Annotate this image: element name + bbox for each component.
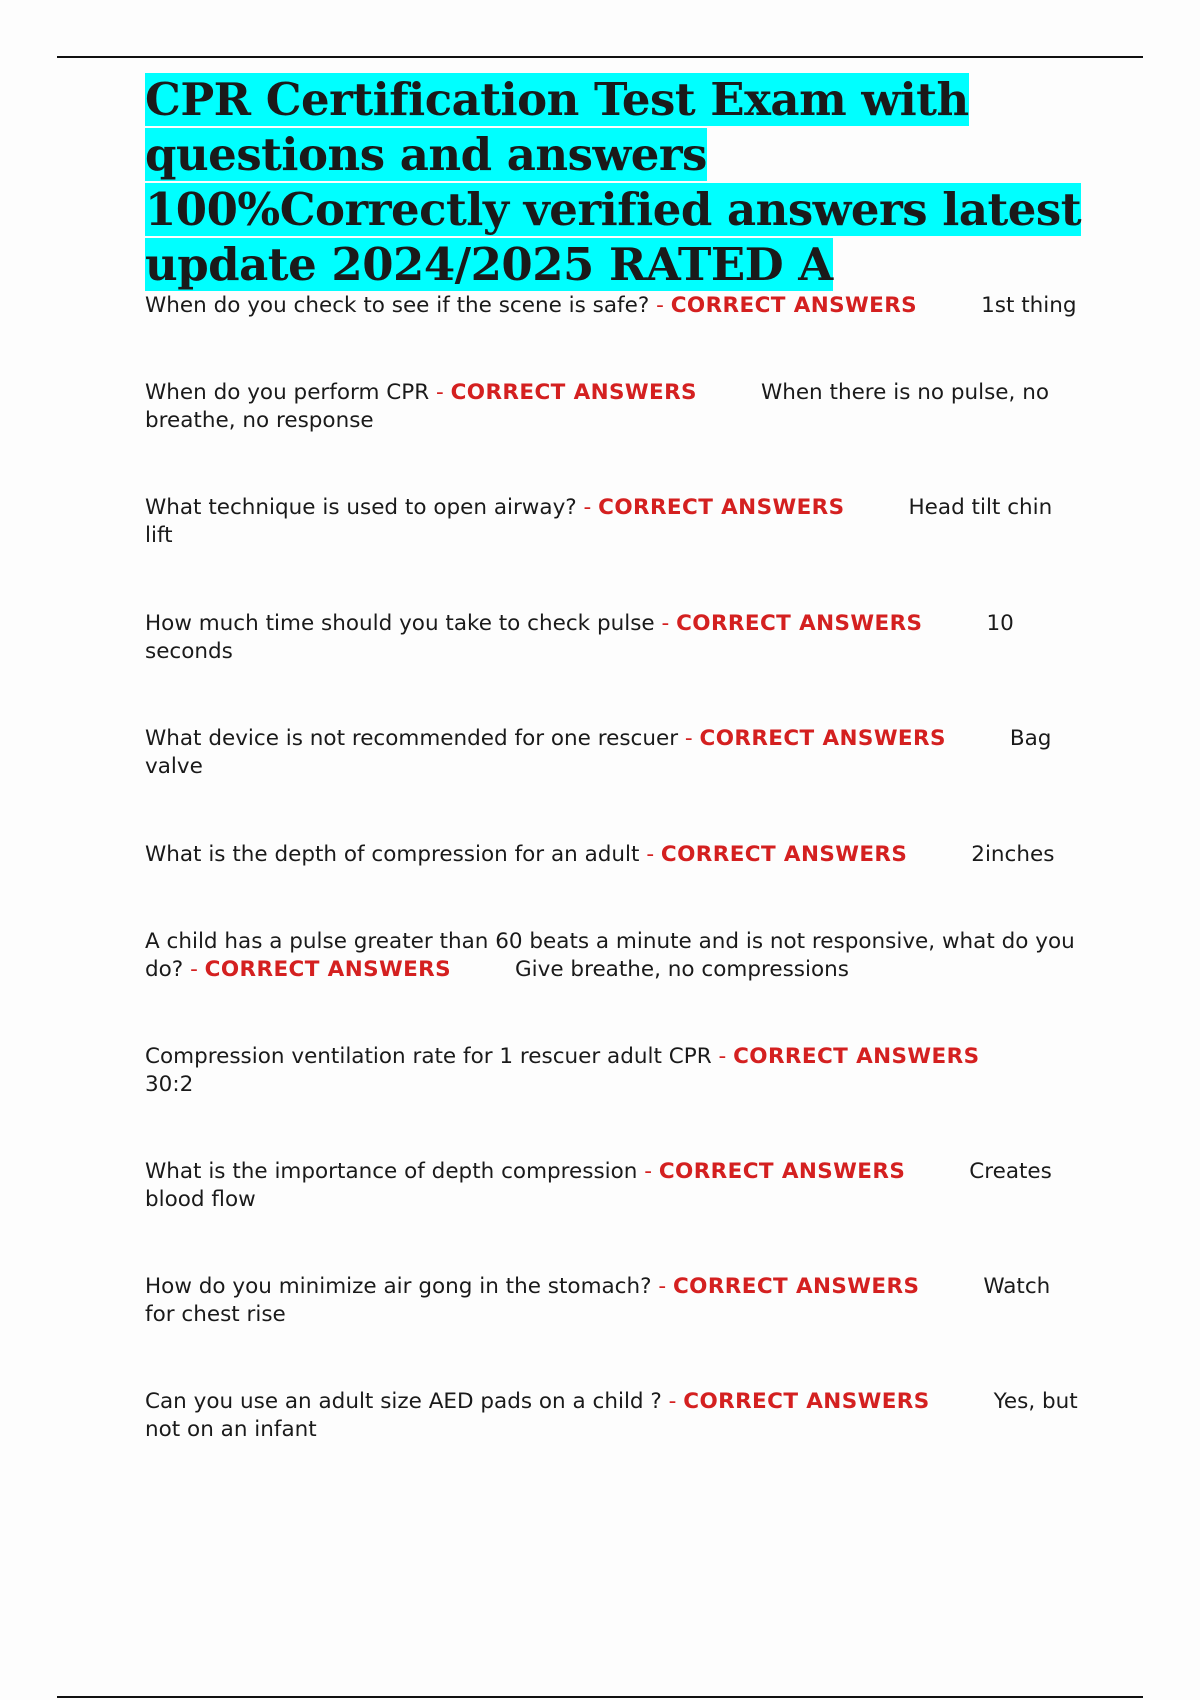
correct-answers-label: CORRECT ANSWERS: [598, 495, 845, 520]
question: A child has a pulse greater than 60 beats a minute and is not responsive, what do you do?: [145, 929, 1075, 982]
question: What technique is used to open airway?: [145, 495, 577, 520]
question: What is the importance of depth compression: [145, 1159, 638, 1184]
document-title: CPR Certification Test Exam with questions and answers 100%Correctly verified answers latest update 2024/2025 RATED A: [145, 73, 1082, 291]
separator: -: [644, 1159, 653, 1184]
separator: -: [658, 1274, 667, 1299]
answer: When there is no pulse, no breathe, no response: [145, 380, 1049, 433]
bottom-rule: [57, 1696, 1143, 1698]
question: Can you use an adult size AED pads on a child ?: [145, 1389, 662, 1414]
qa-item-9: [145, 1158, 1085, 1214]
qa-item-11: [145, 1388, 1085, 1444]
answer: Head tilt chin lift: [145, 495, 1053, 548]
question: Compression ventilation rate for 1 rescuer adult CPR: [145, 1044, 712, 1069]
correct-answers-label: CORRECT ANSWERS: [660, 842, 908, 867]
question: What is the depth of compression for an adult: [145, 842, 640, 867]
qa-item-4: [145, 610, 1085, 666]
correct-answers-label: CORRECT ANSWERS: [673, 1274, 920, 1299]
question: How much time should you take to check pulse: [145, 611, 655, 636]
separator: -: [583, 495, 592, 520]
separator: -: [656, 293, 664, 318]
question: What device is not recommended for one rescuer: [145, 726, 679, 751]
qa-item-7: [145, 928, 1085, 984]
qa-item-6: [145, 841, 1085, 869]
correct-answers-label: CORRECT ANSWERS: [204, 957, 452, 982]
question: When do you perform CPR: [145, 380, 430, 405]
qa-item-5: [145, 725, 1085, 781]
separator: -: [668, 1389, 677, 1414]
answer: Watch for chest rise: [145, 1274, 1051, 1327]
answer: 30:2: [145, 1072, 194, 1097]
qa-item-1: [145, 292, 1085, 320]
separator: -: [646, 842, 655, 867]
answer: 1st thing: [981, 293, 1077, 318]
correct-answers-label: CORRECT ANSWERS: [450, 380, 697, 405]
answer: Yes, but not on an infant: [145, 1389, 1078, 1442]
question: How do you minimize air gong in the stomach?: [145, 1274, 652, 1299]
qa-item-2: [145, 379, 1085, 435]
answer: Give breathe, no compressions: [515, 957, 849, 982]
qa-item-8: [145, 1043, 1085, 1099]
separator: -: [718, 1044, 727, 1069]
top-rule: [57, 56, 1143, 58]
correct-answers-label: CORRECT ANSWERS: [676, 611, 923, 636]
separator: -: [435, 380, 444, 405]
answer: 2inches: [971, 842, 1055, 867]
correct-answers-label: CORRECT ANSWERS: [733, 1044, 980, 1069]
qa-item-3: [145, 494, 1085, 550]
separator: -: [661, 611, 670, 636]
separator: -: [190, 957, 198, 982]
question: When do you check to see if the scene is safe?: [145, 293, 650, 318]
separator: -: [684, 726, 693, 751]
answer: Creates blood flow: [145, 1159, 1052, 1212]
document-content: [145, 72, 1085, 1444]
correct-answers-label: CORRECT ANSWERS: [670, 293, 918, 318]
correct-answers-label: CORRECT ANSWERS: [658, 1159, 906, 1184]
correct-answers-label: CORRECT ANSWERS: [683, 1389, 930, 1414]
answer: Bag valve: [145, 726, 1052, 779]
qa-item-10: [145, 1273, 1085, 1329]
answer: 10 seconds: [145, 611, 1014, 664]
correct-answers-label: CORRECT ANSWERS: [699, 726, 946, 751]
